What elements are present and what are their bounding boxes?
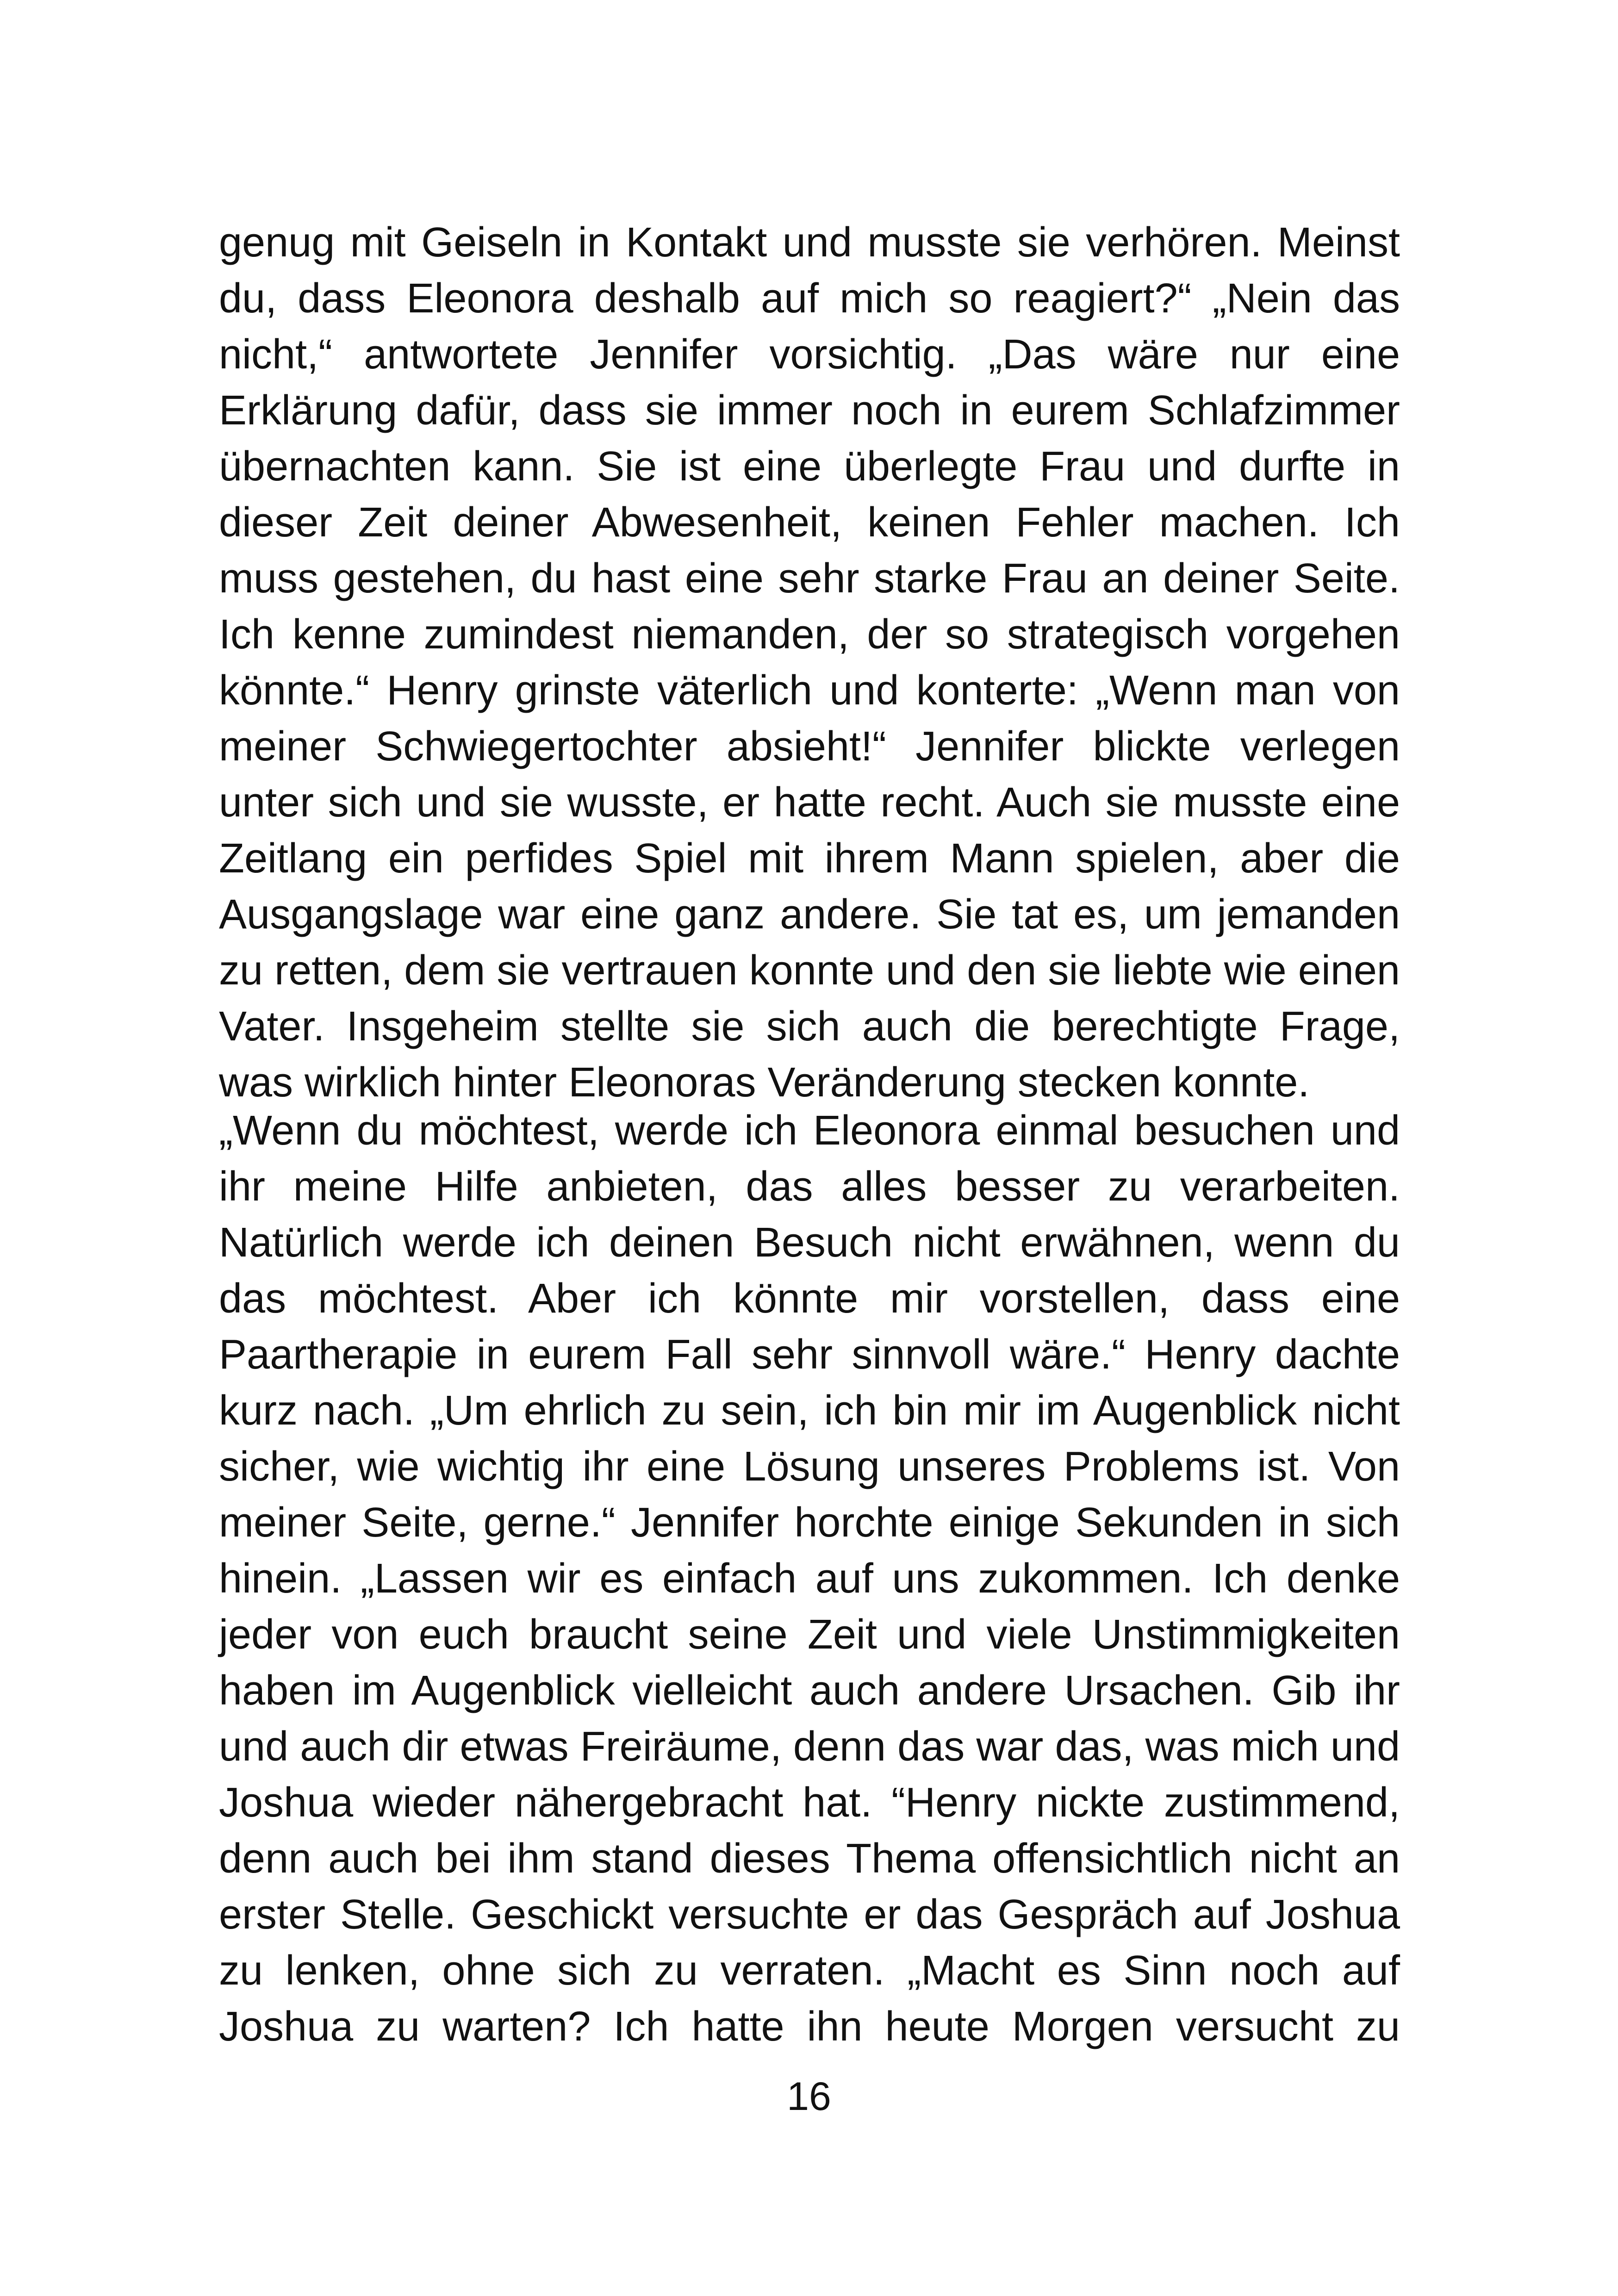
- text-line: Vater. Insgeheim stellte sie sich auch die berechtigte Frage,: [219, 1003, 1400, 1050]
- text-line: denn auch bei ihm stand dieses Thema offensichtlich nicht an: [219, 1836, 1400, 1882]
- text-line: unter sich und sie wusste, er hatte recht. Auch sie musste eine: [219, 779, 1400, 826]
- text-line: Erklärung dafür, dass sie immer noch in eurem Schlafzimmer: [219, 387, 1400, 434]
- paragraph-1: [219, 215, 1400, 1111]
- text-line: Zeitlang ein perfides Spiel mit ihrem Mann spielen, aber die: [219, 835, 1400, 882]
- text-line: jeder von euch braucht seine Zeit und viele Unstimmigkeiten: [219, 1612, 1400, 1658]
- text-line: ihr meine Hilfe anbieten, das alles besser zu verarbeiten.: [219, 1164, 1400, 1210]
- text-line: zu lenken, ohne sich zu verraten. „Macht es Sinn noch auf: [219, 1948, 1400, 1994]
- text-line: Joshua wieder nähergebracht hat. “Henry nickte zustimmend,: [219, 1780, 1400, 1826]
- text-line: Natürlich werde ich deinen Besuch nicht erwähnen, wenn du: [219, 1220, 1400, 1266]
- text-line: Joshua zu warten? Ich hatte ihn heute Morgen versucht zu: [219, 2004, 1400, 2050]
- text-line: erster Stelle. Geschickt versuchte er das Gespräch auf Joshua: [219, 1892, 1400, 1938]
- text-line: was wirklich hinter Eleonoras Veränderung stecken konnte.: [219, 1059, 1310, 1106]
- text-line: übernachten kann. Sie ist eine überlegte Frau und durfte in: [219, 443, 1400, 490]
- paragraph-2: [219, 1103, 1400, 2055]
- text-line: dieser Zeit deiner Abwesenheit, keinen Fehler machen. Ich: [219, 499, 1400, 546]
- text-line: sicher, wie wichtig ihr eine Lösung unseres Problems ist. Von: [219, 1444, 1400, 1490]
- text-line: „Wenn du möchtest, werde ich Eleonora einmal besuchen und: [219, 1108, 1400, 1154]
- text-line: genug mit Geiseln in Kontakt und musste sie verhören. Meinst: [219, 219, 1400, 266]
- text-line: hinein. „Lassen wir es einfach auf uns zukommen. Ich denke: [219, 1556, 1400, 1602]
- text-line: du, dass Eleonora deshalb auf mich so reagiert?“ „Nein das: [219, 275, 1400, 322]
- page-number: 16: [787, 2074, 831, 2119]
- text-line: könnte.“ Henry grinste väterlich und konterte: „Wenn man von: [219, 667, 1400, 714]
- text-line: Ausgangslage war eine ganz andere. Sie tat es, um jemanden: [219, 891, 1400, 938]
- text-line: meiner Schwiegertochter absieht!“ Jennifer blickte verlegen: [219, 723, 1400, 770]
- text-line: haben im Augenblick vielleicht auch andere Ursachen. Gib ihr: [219, 1668, 1400, 1714]
- text-line: Ich kenne zumindest niemanden, der so strategisch vorgehen: [219, 611, 1400, 658]
- text-line: Paartherapie in eurem Fall sehr sinnvoll wäre.“ Henry dachte: [219, 1332, 1400, 1378]
- text-line: zu retten, dem sie vertrauen konnte und den sie liebte wie einen: [219, 947, 1400, 994]
- text-line: meiner Seite, gerne.“ Jennifer horchte einige Sekunden in sich: [219, 1500, 1400, 1546]
- text-line: muss gestehen, du hast eine sehr starke Frau an deiner Seite.: [219, 555, 1400, 602]
- text-line: kurz nach. „Um ehrlich zu sein, ich bin mir im Augenblick nicht: [219, 1388, 1400, 1434]
- text-line: nicht,“ antwortete Jennifer vorsichtig. „Das wäre nur eine: [219, 331, 1400, 378]
- text-line: und auch dir etwas Freiräume, denn das war das, was mich und: [219, 1724, 1400, 1770]
- text-line: das möchtest. Aber ich könnte mir vorstellen, dass eine: [219, 1276, 1400, 1322]
